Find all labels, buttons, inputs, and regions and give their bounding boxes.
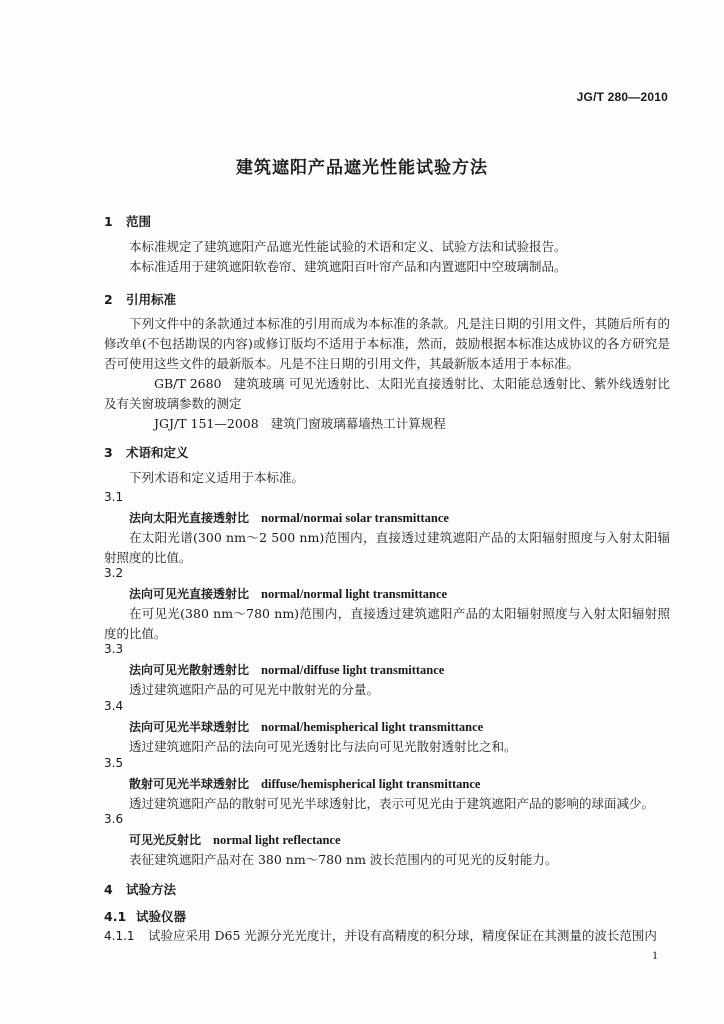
- section-title: 范围: [126, 214, 152, 229]
- term-cn: 法向可见光半球透射比: [129, 720, 250, 734]
- section-number: 1: [104, 214, 113, 229]
- term-en: normal/normal light transmittance: [261, 587, 448, 601]
- term-en: normal light reflectance: [213, 833, 341, 847]
- paragraph: 本标准适用于建筑遮阳软卷帘、建筑遮阳百叶帘产品和内置遮阳中空玻璃制品。: [129, 259, 567, 274]
- term-entry: [104, 584, 670, 644]
- term-en: normal/hemispherical light transmittance: [261, 720, 484, 734]
- reference-code: GB/T 2680: [154, 376, 222, 391]
- term-definition: 透过建筑遮阳产品的法向可见光透射比与法向可见光散射透射比之和。: [129, 739, 517, 754]
- section-number: 2: [104, 292, 113, 307]
- term-cn: 法向太阳光直接透射比: [129, 511, 250, 525]
- term-entry: [104, 717, 670, 757]
- section-title: 引用标准: [126, 292, 177, 307]
- standard-number: JG/T 280—2010: [576, 90, 668, 104]
- paragraph: 下列文件中的条款通过本标准的引用而成为本标准的条款。凡是注日期的引用文件，其随后所有的修改单(不包括勘误的内容)或修订版均不适用于本标准，然而，鼓励根据本标准达成协议的各方研究是否可使用这些文件的最新版本。凡是不注日期的引用文件，其最新版本适用于本标准。: [104, 316, 670, 371]
- subsection-title: 试验仪器: [136, 909, 187, 924]
- term-name: [104, 774, 670, 794]
- clause-4-1-1: [104, 926, 670, 946]
- term-en: normal/normai solar transmittance: [261, 511, 449, 525]
- term-entry: [104, 830, 670, 870]
- term-cn: 法向可见光散射透射比: [129, 663, 250, 677]
- reference-code: JGJ/T 151—2008: [154, 416, 259, 431]
- clause-number: 4.1.1: [104, 929, 135, 943]
- document-title: 建筑遮阳产品遮光性能试验方法: [236, 158, 488, 178]
- section-number: 4: [104, 882, 113, 897]
- clause-number: 3.5: [104, 756, 124, 770]
- term-name: [104, 584, 670, 604]
- reference-title: 建筑玻璃 可见光透射比、太阳光直接透射比、太阳能总透射比、紫外线透射比及有关窗玻璃参数的测定: [104, 376, 670, 411]
- clause-number: 3.2: [104, 566, 124, 580]
- term-definition: 在太阳光谱(300 nm～2 500 nm)范围内，直接透过建筑遮阳产品的太阳辐射照度与入射太阳辐射照度的比值。: [104, 530, 670, 565]
- section-4-heading: [104, 880, 670, 898]
- clause-number: 3.3: [104, 642, 124, 656]
- term-name: [104, 717, 670, 737]
- clause-number: 3.1: [104, 490, 124, 504]
- section-2-body: [104, 314, 670, 434]
- reference-title: 建筑门窗玻璃幕墙热工计算规程: [270, 416, 446, 431]
- term-entry: [104, 774, 670, 814]
- term-definition: 表征建筑遮阳产品对在 380 nm～780 nm 波长范围内的可见光的反射能力。: [129, 852, 558, 867]
- section-3-intro-block: [104, 468, 670, 488]
- term-definition: 在可见光(380 nm～780 nm)范围内，直接透过建筑遮阳产品的太阳辐射照度与入射太阳辐射照度的比值。: [104, 606, 670, 641]
- reference-item: [104, 414, 670, 434]
- section-3-heading: [104, 443, 670, 461]
- paragraph: 下列术语和定义适用于本标准。: [129, 470, 305, 485]
- subsection-heading: [104, 907, 670, 925]
- term-name: [104, 660, 670, 680]
- term-en: normal/diffuse light transmittance: [261, 663, 445, 677]
- section-number: 3: [104, 445, 113, 460]
- term-name: [104, 508, 670, 528]
- section-2-heading: [104, 290, 670, 308]
- term-cn: 可见光反射比: [129, 833, 202, 847]
- section-1-heading: [104, 212, 670, 230]
- page-number: 1: [652, 948, 658, 962]
- term-en: diffuse/hemispherical light transmittance: [261, 777, 481, 791]
- term-entry: [104, 508, 670, 568]
- section-title: 试验方法: [126, 882, 177, 897]
- term-definition: 透过建筑遮阳产品的散射可见光半球透射比，表示可见光由于建筑遮阳产品的影响的球面减少。: [129, 796, 655, 811]
- term-entry: [104, 660, 670, 700]
- subsection-number: 4.1: [104, 909, 127, 924]
- reference-item: [104, 374, 670, 414]
- term-cn: 法向可见光直接透射比: [129, 587, 250, 601]
- term-cn: 散射可见光半球透射比: [129, 777, 250, 791]
- section-title: 术语和定义: [126, 445, 189, 460]
- clause-text: 试验应采用 D65 光源分光光度计，并设有高精度的积分球，精度保证在其测量的波长范围内: [148, 928, 657, 943]
- paragraph: 本标准规定了建筑遮阳产品遮光性能试验的术语和定义、试验方法和试验报告。: [129, 239, 567, 254]
- term-definition: 透过建筑遮阳产品的可见光中散射光的分量。: [129, 682, 380, 697]
- term-name: [104, 830, 670, 850]
- clause-number: 3.4: [104, 699, 124, 713]
- section-1-body: [104, 237, 670, 277]
- clause-number: 3.6: [104, 812, 124, 826]
